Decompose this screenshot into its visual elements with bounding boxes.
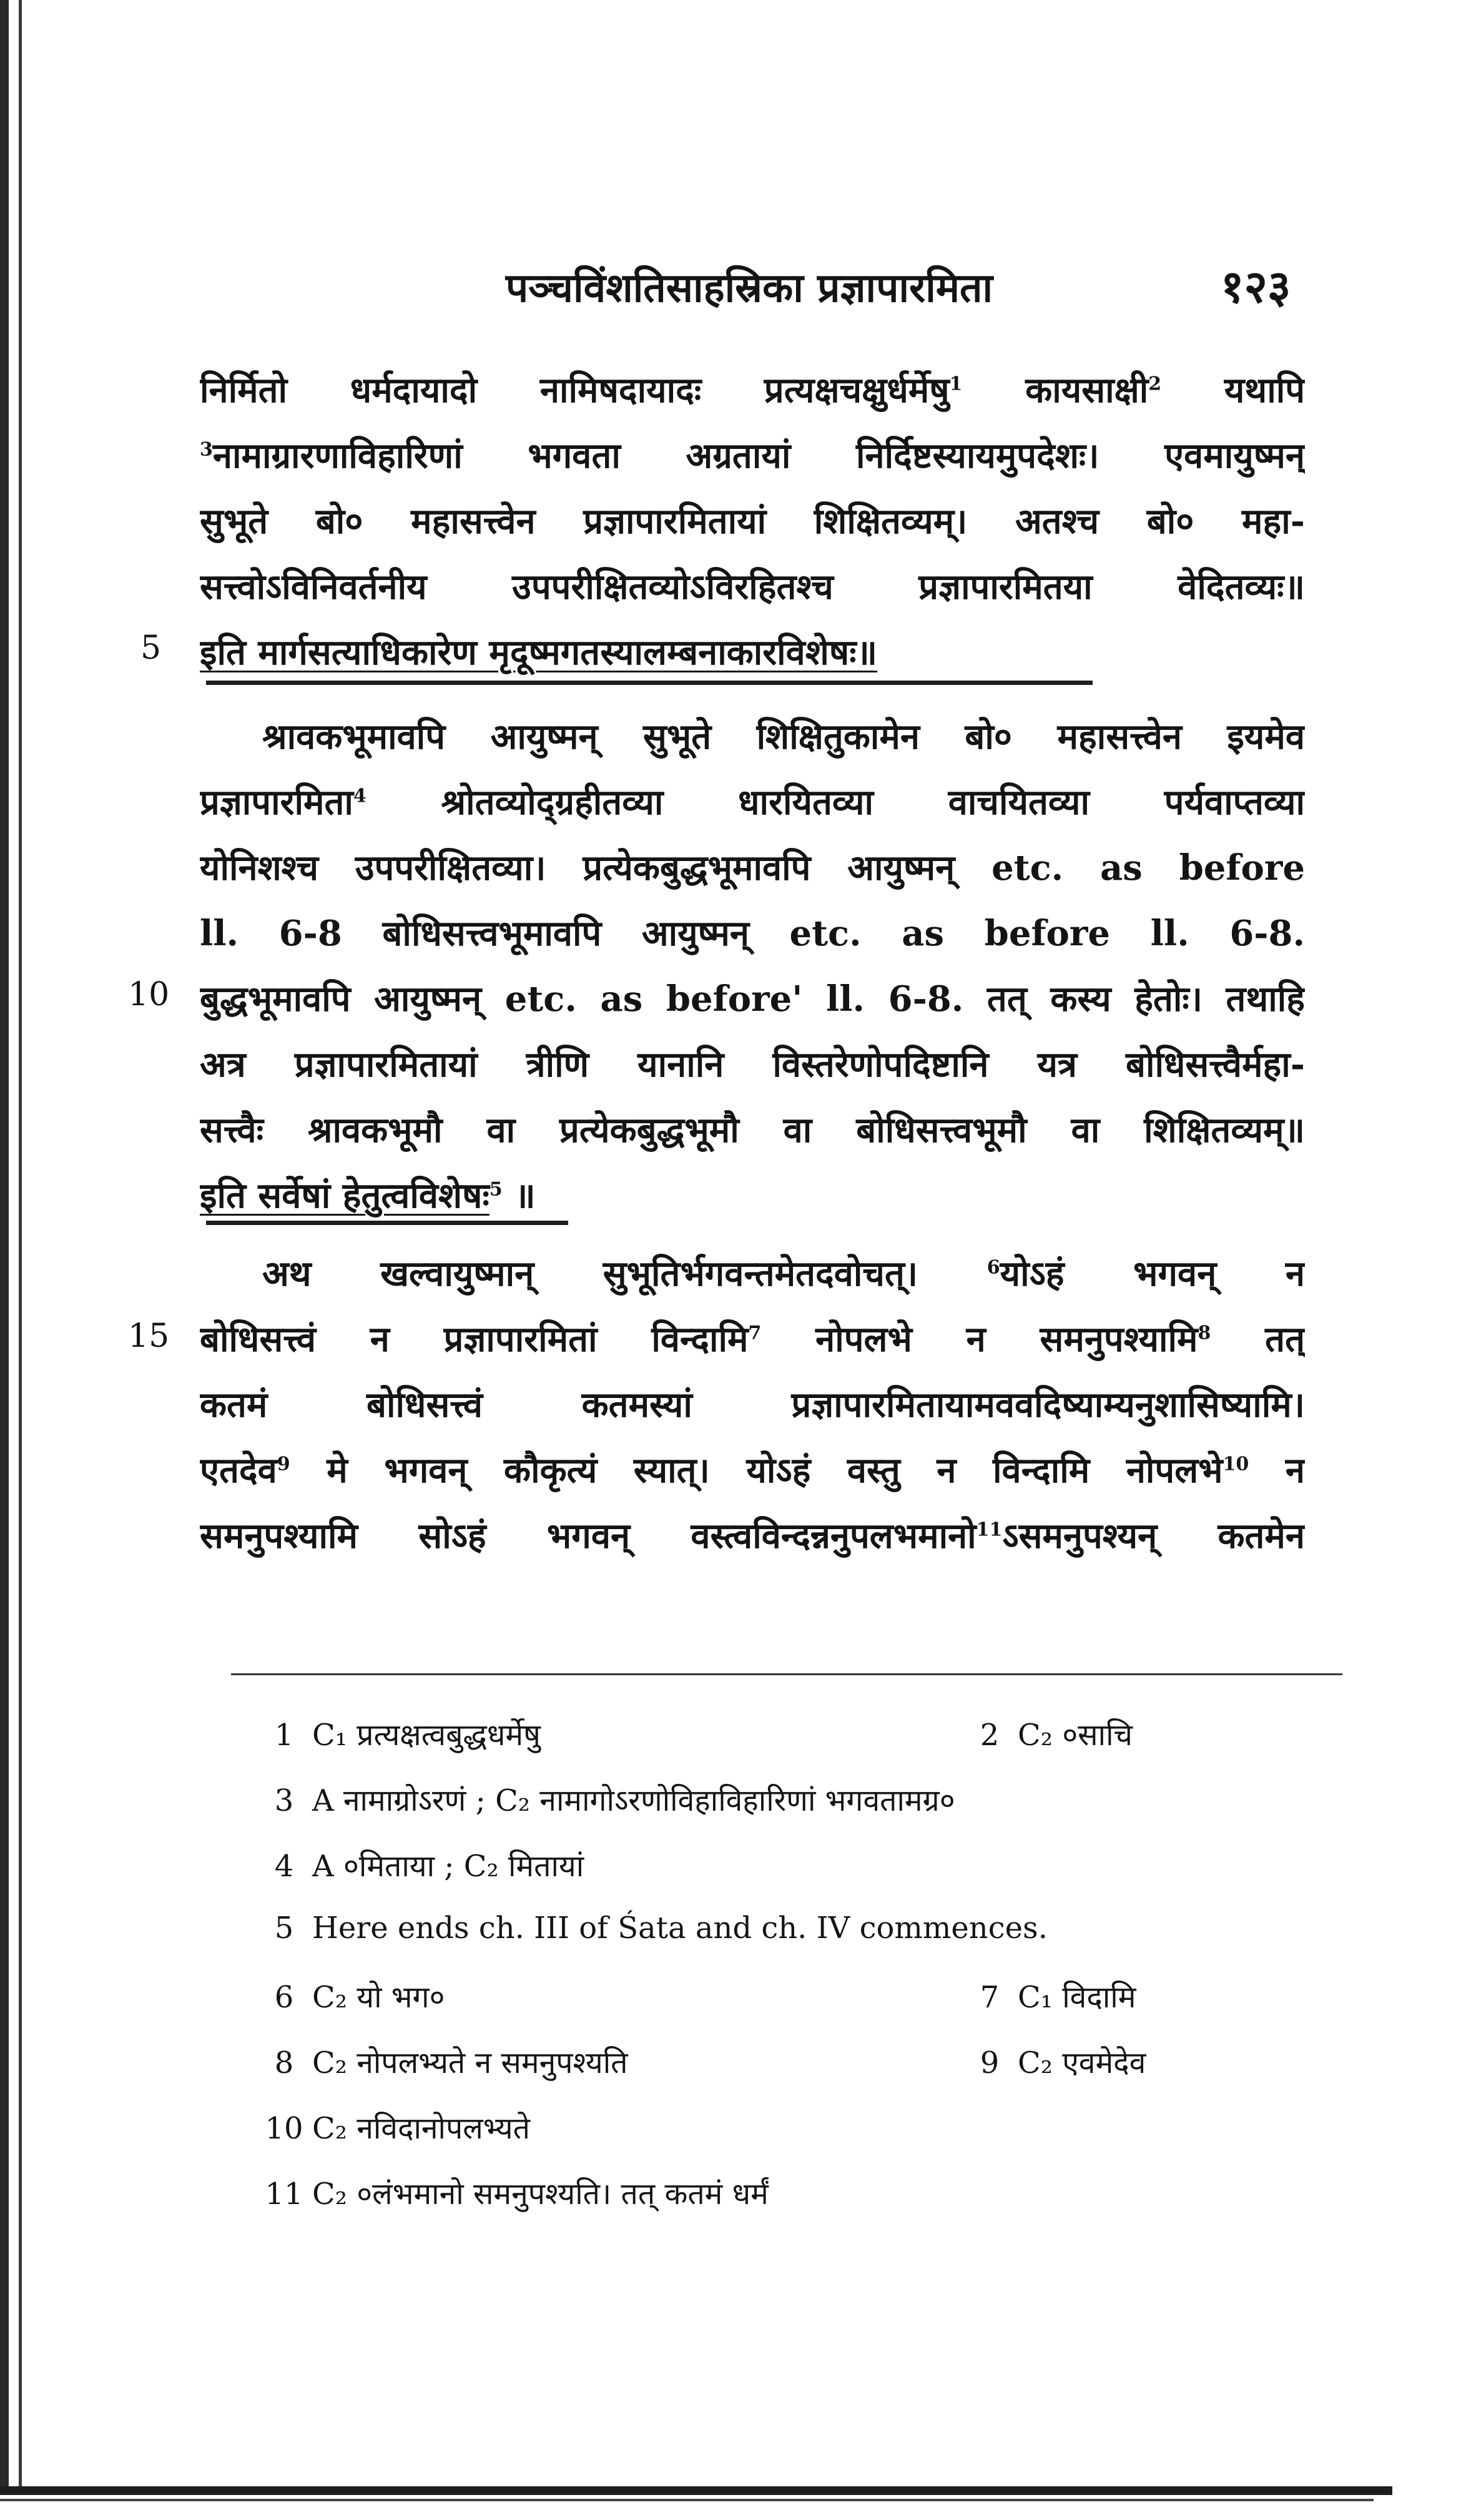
text-line-8: योनिशश्च उपपरीक्षितव्या। प्रत्येकबुद्धभूमावपि आयुष्मन् etc. as before	[200, 847, 1305, 888]
text-line-4: सत्त्वोऽविनिवर्तनीय उपपरीक्षितव्योऽविरहितश्च प्रज्ञापारमितया वेदितव्यः॥	[200, 566, 1305, 608]
text-line-13-colophon: इति सर्वेषां हेतुत्वविशेषः$^5$ ॥	[200, 1175, 536, 1216]
text-line-5-colophon: इति मार्गसत्याधिकारेण मृदूष्मगतस्यालम्बनाकारविशेषः॥	[200, 632, 878, 673]
page-number: १२३	[1221, 260, 1291, 313]
footnote-5: 5 Here ends ch. III of Śata and ch. IV commences.	[274, 1911, 1048, 1946]
footnote-1: 1 C₁ प्रत्यक्षत्वबुद्धधर्मेषु	[274, 1718, 541, 1753]
text-line-3: सुभूते बो० महासत्त्वेन प्रज्ञापारमितायां शिक्षितव्यम्। अतश्च बो० महा-	[200, 501, 1305, 542]
line-number-15: 15	[128, 1317, 170, 1355]
text-line-15: बोधिसत्त्वं न प्रज्ञापारमितां विन्दामि$^7$ नोपलभे न समनुपश्यामि$^8$ तत्	[200, 1319, 1305, 1360]
text-line-18: समनुपश्यामि सोऽहं भगवन् वस्त्वविन्दन्ननुपलभमानो$^{11}$ऽसमनुपश्यन् कतमेन	[200, 1515, 1305, 1557]
text-line-6: श्रावकभूमावपि आयुष्मन् सुभूते शिक्षितुकामेन बो० महासत्त्वेन इयमेव	[262, 716, 1305, 757]
footnote-3: 3 A नामाग्रोऽरणं ; C₂ नामागोऽरणोविहाविहारिणां भगवतामग्र०	[274, 1783, 955, 1818]
section-divider-rule-short	[206, 1221, 568, 1225]
page-bottom-edge-shadow	[0, 2499, 1374, 2501]
text-line-1: निर्मितो धर्मदायादो नामिषदायादः प्रत्यक्षचक्षुर्धर्मेषु$^1$ कायसाक्षी$^2$ यथापि	[200, 370, 1305, 411]
footnote-8: 8 C₂ नोपलभ्यते न समनुपश्यति	[274, 2045, 628, 2080]
text-line-16: कतमं बोधिसत्त्वं कतमस्यां प्रज्ञापारमितायामववदिष्याम्यनुशासिष्यामि।	[200, 1384, 1305, 1425]
text-line-10: बुद्धभूमावपि आयुष्मन् etc. as before' ll. 6-8. तत् कस्य हेतोः। तथाहि	[200, 978, 1305, 1020]
running-header-title: पञ्चविंशतिसाहस्रिका प्रज्ञापारमिता	[505, 265, 993, 312]
text-line-9: ll. 6-8 बोधिसत्त्वभूमावपि आयुष्मन् etc. as before ll. 6-8.	[200, 913, 1305, 954]
line-number-5: 5	[140, 629, 162, 667]
text-line-11: अत्र प्रज्ञापारमितायां त्रीणि यानानि विस्तरेणोपदिष्टानि यत्र बोधिसत्त्वैर्महा-	[200, 1044, 1305, 1085]
footnote-4: 4 A ०मिताया ; C₂ मितायां	[274, 1849, 584, 1884]
footnote-11: 11 C₂ ०लंभमानो समनुपश्यति। तत् कतमं धर्मं	[265, 2177, 769, 2212]
footnote-9: 9 C₂ एवमेदेव	[980, 2045, 1146, 2080]
text-line-12: सत्त्वैः श्रावकभूमौ वा प्रत्येकबुद्धभूमौ वा बोधिसत्त्वभूमौ वा शिक्षितव्यम्॥	[200, 1110, 1305, 1151]
footnote-separator	[231, 1673, 1342, 1675]
page-bottom-edge	[0, 2486, 1392, 2495]
text-line-14: अथ खल्वायुष्मान् सुभूतिर्भगवन्तमेतदवोचत्। $^6$योऽहं भगवन् न	[262, 1253, 1305, 1294]
footnote-7: 7 C₁ विदामि	[980, 1980, 1136, 2015]
page-spine-edge	[0, 0, 9, 2491]
page-spine-edge-inner	[19, 0, 22, 2491]
line-number-10: 10	[128, 976, 170, 1013]
footnote-2: 2 C₂ ०साचि	[980, 1718, 1133, 1753]
text-line-2: $^3$नामाग्रारणाविहारिणां भगवता अग्रतायां निर्दिष्टस्यायमुपदेशः। एवमायुष्मन्	[200, 435, 1305, 476]
footnote-10: 10 C₂ नविदानोपलभ्यते	[265, 2111, 530, 2146]
section-divider-rule	[206, 681, 1093, 685]
text-line-17: एतदेव$^9$ मे भगवन् कौकृत्यं स्यात्। योऽहं वस्तु न विन्दामि नोपलभे$^{10}$ न	[200, 1450, 1305, 1491]
footnote-6: 6 C₂ यो भग०	[274, 1980, 445, 2015]
text-line-7: प्रज्ञापारमिता$^4$ श्रोतव्योद्ग्रहीतव्या धारयितव्या वाचयितव्या पर्यवाप्तव्या	[200, 782, 1305, 823]
